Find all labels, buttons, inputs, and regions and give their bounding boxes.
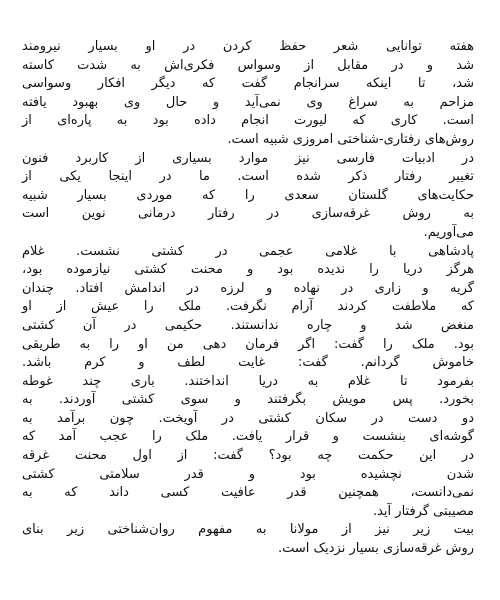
text-line: بفرمود تا غلام به دریا انداختند. باری چند غوطه [22, 373, 474, 389]
text-line: روش‌های رفتاری-شناختی امروزی شبیه است. [227, 131, 474, 147]
paragraph-rumi-verse-intro [22, 521, 474, 558]
text-line: نمی‌دانست، همچنین قدر عافیت کسی داند که به [22, 485, 474, 501]
text-line: گریه و زاری در نهاده و لرزه در اندامش افتاد. چندان [22, 280, 474, 296]
text-line: شدن نچشیده بود و قدر سلامتی کشتی [22, 466, 474, 482]
text-line: تغییر رفتار ذکر شده است. ما در اینجا یکی از [22, 169, 474, 185]
text-line: پادشاهی با غلامی عجمی در کشتی نشست. غلام [22, 243, 474, 259]
text-line: منغض شد و چاره ندانستند. حکیمی در آن کشتی [22, 317, 474, 333]
text-line: روش غرقه‌سازی بسیار نزدیک است. [277, 541, 474, 557]
text-line: در ادبیات فارسی نیز موارد بسیاری از کاربرد فنون [22, 150, 474, 166]
text-line: هرگز دریا را ندیده بود و محنت کشتی نیازموده بود، [22, 262, 474, 278]
text-line: شد، تا اینکه سرانجام گفت که دیگر افکار وسواسی [22, 76, 474, 92]
text-line: خاموش گردانم. گفت: غایت لطف و کرم باشد. [22, 355, 474, 371]
text-line: مزاحم به سراغ وی نمی‌آید و حال وی بهبود یافته [22, 94, 474, 110]
paragraph-golestan-story [22, 243, 474, 522]
text-line: است. کاری که لیورت انجام داده بود به پاره‌ای از [22, 113, 474, 129]
text-line: حکایت‌های گلستان سعدی را که موردی بسیار شبیه [22, 187, 474, 203]
text-line: در این حکمت چه بود؟ گفت: از اول محنت غرقه [22, 448, 474, 464]
paragraph-persian-literature [22, 150, 474, 243]
text-line: بیت زیر نیز از مولانا به مفهوم روان‌شناختی زیر بنای [22, 522, 474, 538]
text-line: دو دست در سکان کشتی در آویخت. چون برآمد به [22, 410, 474, 426]
text-line: مصیبتی گرفتار آید. [372, 503, 474, 519]
text-line: به روش غرقه‌سازی در رفتار درمانی نوین است [22, 206, 474, 222]
text-line: گوشه‌ای بنشست و قرار یافت. ملک را عجب آمد که [22, 429, 474, 445]
text-line: هفته توانایی شعر حفظ کردن در او بسیار نیرومند [22, 39, 474, 54]
text-line: شد و در مقابل از وسواس فکری‌اش به شدت کاسته [22, 57, 474, 73]
text-line: بود. ملک را گفت: اگر فرمان دهی من او را به طریقی [22, 336, 474, 352]
paragraph-obsession-case [22, 38, 474, 150]
text-line: که ملاطفت کردند آرام نگرفت. ملک را عیش از او [22, 299, 474, 315]
text-line: بخورد. پس مویش بگرفتند و سوی کشتی آوردند. به [22, 392, 474, 408]
text-line: می‌آوریم. [423, 224, 474, 240]
